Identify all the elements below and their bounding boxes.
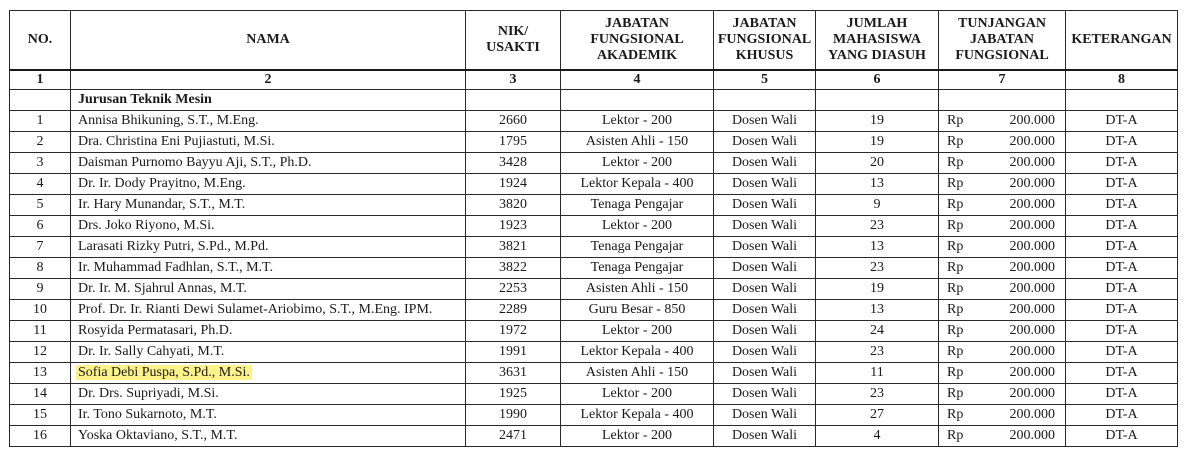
cell-jabatan-akademik: Lektor - 200 [561,426,714,447]
cell-nama [71,258,466,279]
cell-no: 7 [10,237,71,258]
table-row [10,132,1178,153]
lecturer-name: Annisa Bhikuning, S.T., M.Eng. [78,113,259,128]
header-row [10,11,1178,71]
cell-jumlah-mahasiswa: 19 [816,132,939,153]
cell-tunjangan [939,258,1066,279]
cell-no: 8 [10,258,71,279]
cell-jabatan-khusus: Dosen Wali [714,384,816,405]
table-row [10,363,1178,384]
amount-value: 200.000 [1009,218,1055,233]
cell-no: 16 [10,426,71,447]
cell-jabatan-khusus: Dosen Wali [714,174,816,195]
cell-jumlah-mahasiswa: 24 [816,321,939,342]
cell-jumlah-mahasiswa: 19 [816,111,939,132]
cell-keterangan: DT-A [1066,237,1178,258]
currency-label: Rp [947,176,964,191]
table-row [10,111,1178,132]
cell-nik: 2660 [466,111,561,132]
currency-label: Rp [947,155,964,170]
cell-nik: 1925 [466,384,561,405]
currency-label: Rp [947,260,964,275]
cell-nama [71,321,466,342]
cell-jumlah-mahasiswa: 20 [816,153,939,174]
cell-jabatan-khusus: Dosen Wali [714,279,816,300]
table-row [10,405,1178,426]
cell-jabatan-khusus: Dosen Wali [714,342,816,363]
cell-keterangan: DT-A [1066,384,1178,405]
lecturer-name: Sofia Debi Puspa, S.Pd., M.Si. [78,365,250,380]
cell-tunjangan [939,342,1066,363]
cell-tunjangan [939,363,1066,384]
cell-nama [71,279,466,300]
cell-tunjangan [939,174,1066,195]
table-row [10,279,1178,300]
table-row [10,258,1178,279]
amount-value: 200.000 [1009,176,1055,191]
header-tunjangan: TUNJANGAN JABATAN FUNGSIONAL [939,11,1066,71]
cell-jumlah-mahasiswa: 13 [816,174,939,195]
cell-nama [71,363,466,384]
currency-label: Rp [947,197,964,212]
cell-nik: 1924 [466,174,561,195]
currency-label: Rp [947,386,964,401]
cell-jumlah-mahasiswa: 11 [816,363,939,384]
cell-no: 2 [10,132,71,153]
cell-nama [71,111,466,132]
cell-keterangan: DT-A [1066,153,1178,174]
document-sheet [9,10,1177,447]
cell-tunjangan [939,111,1066,132]
lecturer-name: Dr. Drs. Supriyadi, M.Si. [78,386,219,401]
table-row [10,174,1178,195]
cell-jumlah-mahasiswa: 19 [816,279,939,300]
cell-nama [71,153,466,174]
currency-label: Rp [947,281,964,296]
header-nik: NIK/ USAKTI [466,11,561,71]
cell-nama [71,237,466,258]
cell-no: 1 [10,111,71,132]
header-jabatan-khusus: JABATAN FUNGSIONAL KHUSUS [714,11,816,71]
currency-label: Rp [947,134,964,149]
table-row [10,384,1178,405]
cell-nik: 1795 [466,132,561,153]
section-row [10,90,1178,111]
lecturer-name: Dr. Ir. Sally Cahyati, M.T. [78,344,225,359]
amount-value: 200.000 [1009,323,1055,338]
cell-jabatan-akademik: Asisten Ahli - 150 [561,132,714,153]
table-row [10,426,1178,447]
amount-value: 200.000 [1009,155,1055,170]
cell-no: 13 [10,363,71,384]
cell-tunjangan [939,195,1066,216]
lecturer-name: Dr. Ir. Dody Prayitno, M.Eng. [78,176,246,191]
table-row [10,321,1178,342]
column-number: 6 [816,70,939,90]
cell-jabatan-khusus: Dosen Wali [714,405,816,426]
cell-tunjangan [939,405,1066,426]
cell-no: 12 [10,342,71,363]
cell-jabatan-khusus: Dosen Wali [714,111,816,132]
cell-keterangan: DT-A [1066,363,1178,384]
column-number: 5 [714,70,816,90]
amount-value: 200.000 [1009,239,1055,254]
cell-nama [71,405,466,426]
lecturer-name: Drs. Joko Riyono, M.Si. [78,218,215,233]
cell-jabatan-khusus: Dosen Wali [714,426,816,447]
cell-nik: 3822 [466,258,561,279]
cell-tunjangan [939,132,1066,153]
cell-nik: 3820 [466,195,561,216]
cell-nik: 1990 [466,405,561,426]
header-nama: NAMA [71,11,466,71]
cell-nik: 3821 [466,237,561,258]
lecturer-name: Dra. Christina Eni Pujiastuti, M.Si. [78,134,275,149]
lecturer-name: Yoska Oktaviano, S.T., M.T. [78,428,238,443]
cell-jabatan-khusus: Dosen Wali [714,195,816,216]
cell-jumlah-mahasiswa: 23 [816,258,939,279]
table-row [10,300,1178,321]
currency-label: Rp [947,239,964,254]
cell-jabatan-akademik: Lektor - 200 [561,111,714,132]
cell-nik: 2289 [466,300,561,321]
cell-keterangan: DT-A [1066,321,1178,342]
cell-keterangan: DT-A [1066,279,1178,300]
cell-nik: 2253 [466,279,561,300]
column-number-row [10,70,1178,90]
cell-nik: 3631 [466,363,561,384]
cell-keterangan: DT-A [1066,132,1178,153]
amount-value: 200.000 [1009,113,1055,128]
amount-value: 200.000 [1009,197,1055,212]
cell-nik: 1923 [466,216,561,237]
cell-jabatan-akademik: Tenaga Pengajar [561,195,714,216]
cell-jumlah-mahasiswa: 4 [816,426,939,447]
currency-label: Rp [947,302,964,317]
table-row [10,153,1178,174]
cell-nama [71,132,466,153]
section-title: Jurusan Teknik Mesin [71,90,466,111]
cell-tunjangan [939,426,1066,447]
header-keterangan: KETERANGAN [1066,11,1178,71]
cell-jabatan-akademik: Lektor - 200 [561,216,714,237]
cell-tunjangan [939,153,1066,174]
currency-label: Rp [947,365,964,380]
amount-value: 200.000 [1009,386,1055,401]
cell-nama [71,195,466,216]
column-number: 3 [466,70,561,90]
amount-value: 200.000 [1009,344,1055,359]
cell-tunjangan [939,279,1066,300]
cell-no: 14 [10,384,71,405]
cell-nik: 3428 [466,153,561,174]
header-no: NO. [10,11,71,71]
cell-nama [71,216,466,237]
cell-no: 3 [10,153,71,174]
currency-label: Rp [947,428,964,443]
cell-jabatan-akademik: Guru Besar - 850 [561,300,714,321]
cell-tunjangan [939,300,1066,321]
table-body [10,90,1178,447]
cell-jabatan-akademik: Lektor Kepala - 400 [561,405,714,426]
currency-label: Rp [947,407,964,422]
cell-tunjangan [939,216,1066,237]
lecturer-name: Dr. Ir. M. Sjahrul Annas, M.T. [78,281,247,296]
cell-keterangan: DT-A [1066,195,1178,216]
amount-value: 200.000 [1009,134,1055,149]
cell-no: 10 [10,300,71,321]
cell-jabatan-khusus: Dosen Wali [714,237,816,258]
cell-jumlah-mahasiswa: 27 [816,405,939,426]
cell-jabatan-khusus: Dosen Wali [714,132,816,153]
currency-label: Rp [947,113,964,128]
amount-value: 200.000 [1009,428,1055,443]
cell-jabatan-khusus: Dosen Wali [714,363,816,384]
lecturer-table [9,10,1178,447]
header-jumlah-mahasiswa: JUMLAH MAHASISWA YANG DIASUH [816,11,939,71]
cell-no: 11 [10,321,71,342]
cell-jabatan-akademik: Tenaga Pengajar [561,258,714,279]
cell-jumlah-mahasiswa: 13 [816,300,939,321]
cell-tunjangan [939,384,1066,405]
cell-jabatan-akademik: Lektor - 200 [561,384,714,405]
table-row [10,342,1178,363]
cell-jabatan-khusus: Dosen Wali [714,321,816,342]
column-number: 1 [10,70,71,90]
cell-nama [71,174,466,195]
cell-jabatan-akademik: Lektor - 200 [561,321,714,342]
cell-keterangan: DT-A [1066,216,1178,237]
cell-nik: 2471 [466,426,561,447]
currency-label: Rp [947,344,964,359]
cell-jabatan-akademik: Lektor Kepala - 400 [561,174,714,195]
cell-jabatan-khusus: Dosen Wali [714,216,816,237]
lecturer-name: Ir. Tono Sukarnoto, M.T. [78,407,217,422]
cell-keterangan: DT-A [1066,342,1178,363]
cell-nama [71,384,466,405]
cell-jabatan-khusus: Dosen Wali [714,153,816,174]
amount-value: 200.000 [1009,260,1055,275]
currency-label: Rp [947,218,964,233]
table-row [10,216,1178,237]
cell-jabatan-khusus: Dosen Wali [714,300,816,321]
cell-nik: 1991 [466,342,561,363]
cell-jabatan-akademik: Tenaga Pengajar [561,237,714,258]
cell-keterangan: DT-A [1066,111,1178,132]
lecturer-name: Larasati Rizky Putri, S.Pd., M.Pd. [78,239,269,254]
cell-keterangan: DT-A [1066,405,1178,426]
currency-label: Rp [947,323,964,338]
table-row [10,237,1178,258]
cell-jabatan-akademik: Asisten Ahli - 150 [561,279,714,300]
cell-jumlah-mahasiswa: 23 [816,384,939,405]
column-number: 8 [1066,70,1178,90]
cell-tunjangan [939,237,1066,258]
amount-value: 200.000 [1009,281,1055,296]
cell-jabatan-akademik: Lektor - 200 [561,153,714,174]
cell-no: 5 [10,195,71,216]
cell-jabatan-akademik: Lektor Kepala - 400 [561,342,714,363]
cell-no: 15 [10,405,71,426]
amount-value: 200.000 [1009,365,1055,380]
column-number: 7 [939,70,1066,90]
column-number: 4 [561,70,714,90]
table-row [10,195,1178,216]
column-number: 2 [71,70,466,90]
header-jabatan-akademik: JABATAN FUNGSIONAL AKADEMIK [561,11,714,71]
cell-no: 4 [10,174,71,195]
lecturer-name: Rosyida Permatasari, Ph.D. [78,323,233,338]
amount-value: 200.000 [1009,407,1055,422]
cell-jabatan-khusus: Dosen Wali [714,258,816,279]
cell-nama [71,342,466,363]
lecturer-name: Daisman Purnomo Bayyu Aji, S.T., Ph.D. [78,155,312,170]
cell-jumlah-mahasiswa: 23 [816,342,939,363]
lecturer-name: Ir. Muhammad Fadhlan, S.T., M.T. [78,260,274,275]
cell-keterangan: DT-A [1066,426,1178,447]
cell-keterangan: DT-A [1066,300,1178,321]
cell-nik: 1972 [466,321,561,342]
cell-jumlah-mahasiswa: 13 [816,237,939,258]
cell-jumlah-mahasiswa: 23 [816,216,939,237]
cell-no: 9 [10,279,71,300]
cell-nama [71,426,466,447]
lecturer-name: Ir. Hary Munandar, S.T., M.T. [78,197,246,212]
cell-no: 6 [10,216,71,237]
cell-tunjangan [939,321,1066,342]
cell-jabatan-akademik: Asisten Ahli - 150 [561,363,714,384]
cell-keterangan: DT-A [1066,174,1178,195]
cell-keterangan: DT-A [1066,258,1178,279]
cell-jumlah-mahasiswa: 9 [816,195,939,216]
lecturer-name: Prof. Dr. Ir. Rianti Dewi Sulamet-Ariobimo, S.T., M.Eng. IPM. [78,302,433,317]
amount-value: 200.000 [1009,302,1055,317]
cell-nama [71,300,466,321]
